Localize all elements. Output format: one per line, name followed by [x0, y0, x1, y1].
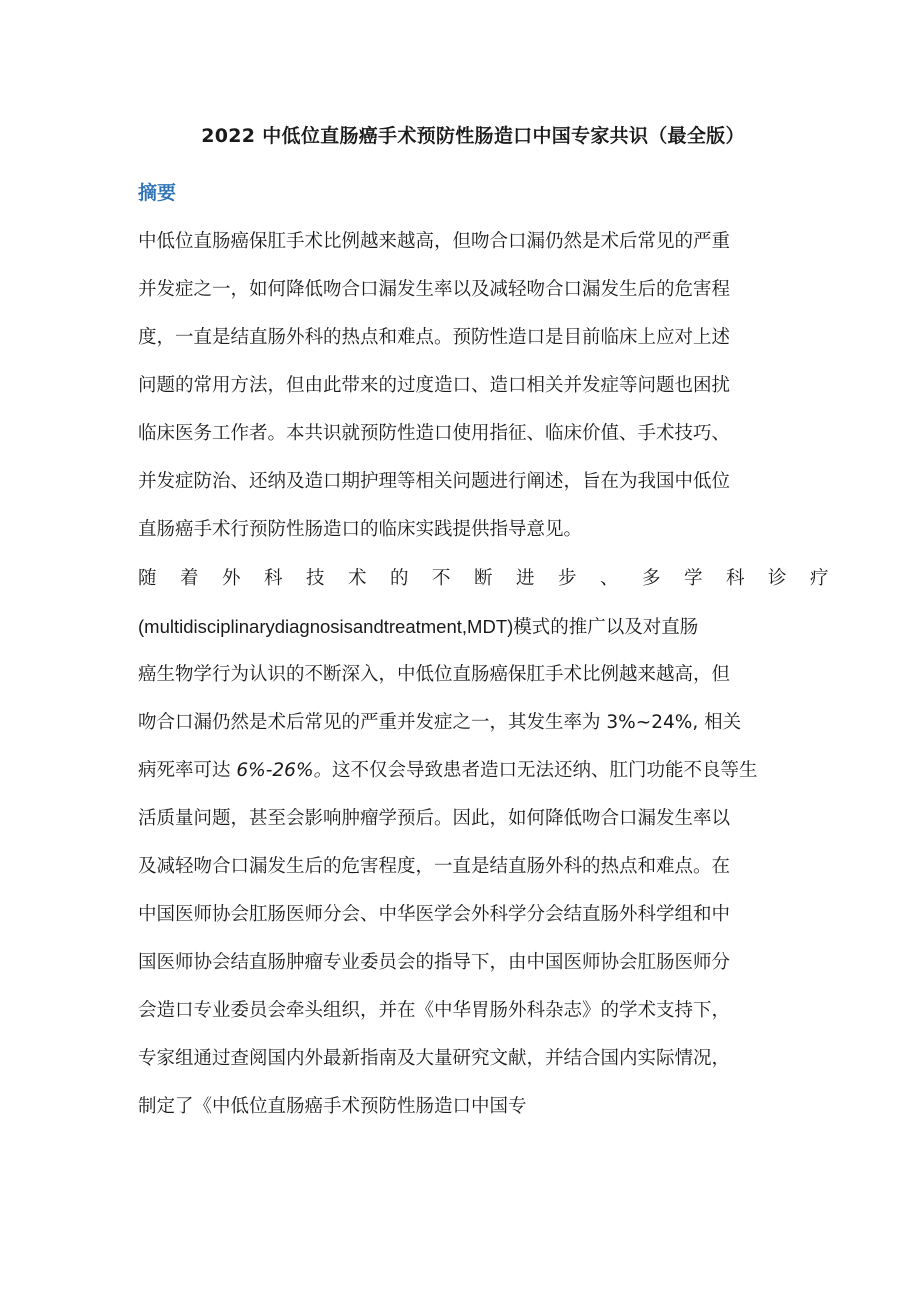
body-paragraph [138, 555, 853, 1131]
abstract-heading: 摘要 [138, 182, 177, 204]
paragraph-line: 及减轻吻合口漏发生后的危害程度，一直是结直肠外科的热点和难点。在 [138, 856, 731, 877]
mortality-rate: 6%-26%。 [236, 760, 333, 781]
paragraph-line: 中低位直肠癌保肛手术比例越来越高，但吻合口漏仍然是术后常见的严重 [138, 231, 731, 252]
paragraph-line: 并发症防治、还纳及造口期护理等相关问题进行阐述，旨在为我国中低位 [138, 471, 731, 492]
paragraph-line: 度，一直是结直肠外科的热点和难点。预防性造口是目前临床上应对上述 [138, 327, 731, 348]
paragraph-line: 直肠癌手术行预防性肠造口的临床实践提供指导意见。 [138, 519, 583, 540]
paragraph-line: 癌生物学行为认识的不断深入，中低位直肠癌保肛手术比例越来越高，但 [138, 664, 731, 685]
paragraph-line: 临床医务工作者。本共识就预防性造口使用指征、临床价值、手术技巧、 [138, 423, 731, 444]
paragraph-line [138, 747, 788, 795]
paragraph-line: (multidisciplinarydiagnosisandtreatment,MDT)模式的推广以及对直肠 [138, 616, 699, 637]
abstract-paragraph [138, 218, 788, 554]
paragraph-line: 制定了《中低位直肠癌手术预防性肠造口中国专 [138, 1096, 527, 1117]
line-text: 病死率可达 [138, 760, 237, 781]
document-title: 2022 中低位直肠癌手术预防性肠造口中国专家共识（最全版） [201, 125, 745, 147]
paragraph-line: 会造口专业委员会牵头组织，并在《中华胃肠外科杂志》的学术支持下， [138, 1000, 731, 1021]
paragraph-line: 问题的常用方法，但由此带来的过度造口、造口相关并发症等问题也困扰 [138, 375, 731, 396]
paragraph-line: 国医师协会结直肠肿瘤专业委员会的指导下，由中国医师协会肛肠医师分 [138, 952, 731, 973]
paragraph-line: 吻合口漏仍然是术后常见的严重并发症之一，其发生率为 3%~24%, 相关 [138, 712, 742, 733]
paragraph-line: 专家组通过查阅国内外最新指南及大量研究文献，并结合国内实际情况， [138, 1048, 731, 1069]
line-text: 这不仅会导致患者造口无法还纳、肛门功能不良等生 [332, 760, 758, 781]
paragraph-line: 并发症之一，如何降低吻合口漏发生率以及减轻吻合口漏发生后的危害程 [138, 279, 731, 300]
paragraph-line: 随着外科技术的不断进步、多学科诊疗 [138, 568, 853, 589]
paragraph-line: 活质量问题，甚至会影响肿瘤学预后。因此，如何降低吻合口漏发生率以 [138, 808, 731, 829]
paragraph-line: 中国医师协会肛肠医师分会、中华医学会外科学分会结直肠外科学组和中 [138, 904, 731, 925]
